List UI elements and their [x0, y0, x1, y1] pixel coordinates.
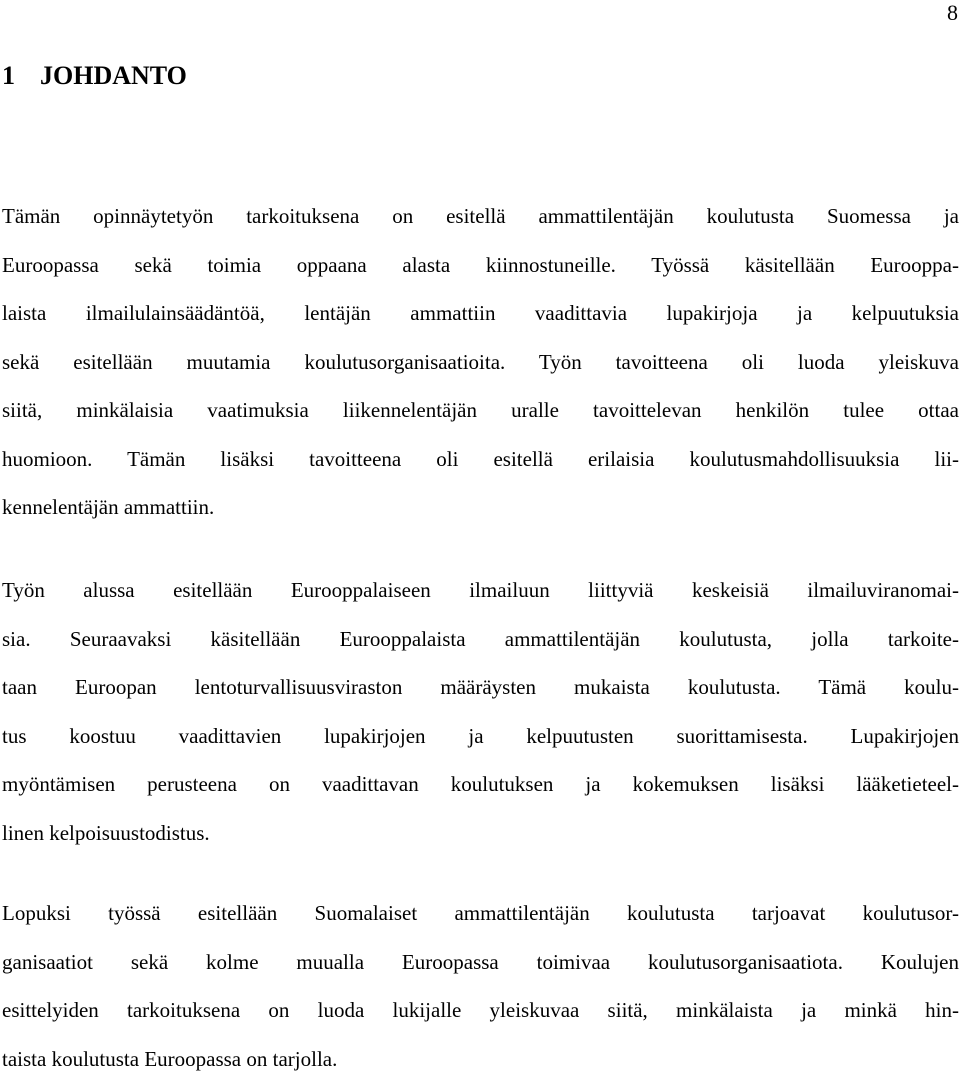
- text-line: Lopuksi työssä esitellään Suomalaiset ammattilentäjän koulutusta tarjoavat koulutusor-: [2, 889, 959, 938]
- chapter-number: 1: [2, 58, 40, 94]
- text-line: taan Euroopan lentoturvallisuusviraston määräysten mukaista koulutusta. Tämä koulu-: [2, 663, 959, 712]
- text-line: siitä, minkälaisia vaatimuksia liikennelentäjän uralle tavoittelevan henkilön tulee ottaa: [2, 386, 959, 435]
- chapter-heading: [2, 58, 187, 94]
- text-line: taista koulutusta Euroopassa on tarjolla.: [2, 1035, 959, 1083]
- text-line: esittelyiden tarkoituksena on luoda lukijalle yleiskuvaa siitä, minkälaista ja minkä hin-: [2, 986, 959, 1035]
- chapter-title: JOHDANTO: [40, 61, 187, 90]
- text-line: kennelentäjän ammattiin.: [2, 483, 959, 532]
- text-line: tus koostuu vaadittavien lupakirjojen ja kelpuutusten suorittamisesta. Lupakirjojen: [2, 712, 959, 761]
- text-line: Työn alussa esitellään Eurooppalaiseen ilmailuun liittyviä keskeisiä ilmailuviranomai-: [2, 566, 959, 615]
- text-line: laista ilmailulainsäädäntöä, lentäjän ammattiin vaadittavia lupakirjoja ja kelpuutuksia: [2, 289, 959, 338]
- text-line: huomioon. Tämän lisäksi tavoitteena oli esitellä erilaisia koulutusmahdollisuuksia lii-: [2, 435, 959, 484]
- paragraph-structure: [2, 566, 959, 857]
- text-line: sekä esitellään muutamia koulutusorganisaatioita. Työn tavoitteena oli luoda yleiskuva: [2, 338, 959, 387]
- paragraph-introduction-purpose: [2, 192, 959, 532]
- text-line: Euroopassa sekä toimia oppaana alasta kiinnostuneille. Työssä käsitellään Eurooppa-: [2, 241, 959, 290]
- text-line: linen kelpoisuustodistus.: [2, 809, 959, 858]
- page-number: 8: [947, 0, 958, 26]
- text-line: myöntämisen perusteena on vaadittavan koulutuksen ja kokemuksen lisäksi lääketieteel-: [2, 760, 959, 809]
- text-line: sia. Seuraavaksi käsitellään Eurooppalaista ammattilentäjän koulutusta, jolla tarkoite-: [2, 615, 959, 664]
- text-line: ganisaatiot sekä kolme muualla Euroopassa toimivaa koulutusorganisaatiota. Koulujen: [2, 938, 959, 987]
- paragraph-conclusion: [2, 889, 959, 1083]
- text-line: Tämän opinnäytetyön tarkoituksena on esitellä ammattilentäjän koulutusta Suomessa ja: [2, 192, 959, 241]
